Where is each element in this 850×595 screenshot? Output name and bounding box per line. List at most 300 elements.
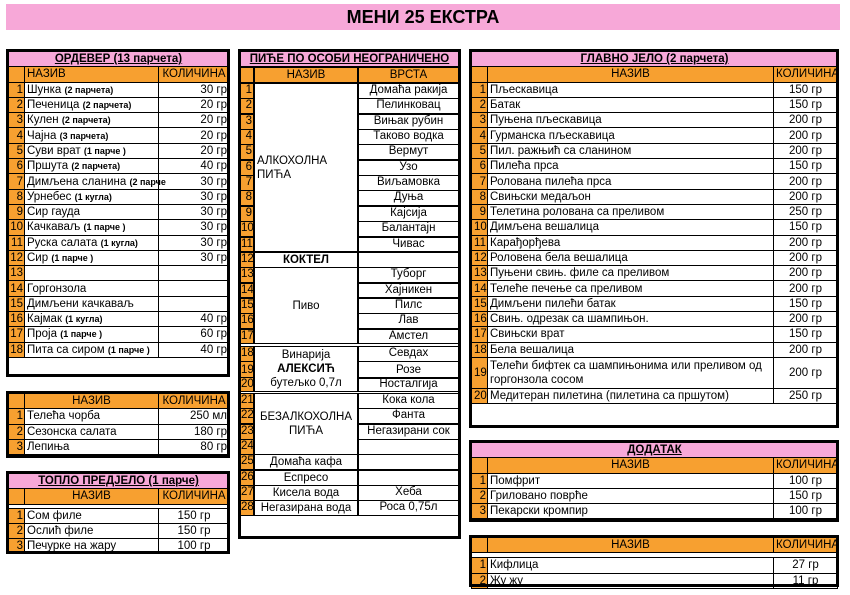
row-number: 1	[240, 83, 254, 99]
row-number: 8	[472, 189, 488, 204]
row-number: 3	[472, 113, 488, 128]
item-qty: 20 гр	[159, 113, 230, 128]
item-name: Пуњени свињ. филе са преливом	[488, 266, 774, 281]
table-row	[8, 204, 230, 219]
col-type: ВРСТА	[358, 67, 459, 83]
cocktail-label: КОКТЕЛ	[254, 252, 358, 268]
item-name: Свињ. одрезак са шампињон.	[488, 312, 774, 327]
col-qty: КОЛИЧИНА	[159, 394, 230, 409]
row-number: 3	[8, 539, 25, 554]
item-label: Качкаваљ	[27, 221, 81, 234]
row-number: 10	[240, 221, 254, 237]
item-qty	[159, 281, 230, 296]
winery-label-line: бутељко 0,7л	[270, 377, 342, 390]
row-number: 13	[240, 267, 254, 283]
item-qty: 200 гр	[774, 312, 838, 327]
item-qty: 150 гр	[774, 327, 838, 342]
item-qty: 150 гр	[159, 523, 230, 538]
row-number: 1	[472, 473, 488, 488]
drink-type: Туборг	[358, 267, 459, 283]
still-label: Негазирана вода	[254, 500, 358, 516]
drink-type: Пилс	[358, 298, 459, 314]
item-note: (1 парче )	[107, 344, 150, 355]
item-qty: 20 гр	[159, 128, 230, 143]
item-note: (1 кугла)	[65, 314, 103, 325]
row-number: 2	[8, 523, 25, 538]
row-number: 4	[8, 128, 25, 143]
col-name: НАЗИВ	[488, 458, 774, 473]
row-number: 2	[472, 488, 488, 503]
item-name: Пилећа прса	[488, 159, 774, 174]
col-qty: КОЛИЧИНА	[159, 489, 230, 504]
item-qty: 80 гр	[159, 439, 230, 454]
row-number: 16	[240, 313, 254, 329]
item-name: Помфрит	[488, 473, 774, 488]
item-name: Димљени пилећи батак	[488, 296, 774, 311]
drink-type	[358, 454, 459, 470]
row-number: 6	[8, 159, 25, 174]
item-qty: 60 гр	[159, 327, 230, 342]
item-name	[25, 204, 159, 219]
soup-table	[7, 393, 230, 455]
extras-title: ДОДАТАК	[472, 443, 838, 458]
item-label: Руска салата	[27, 236, 98, 249]
row-number: 14	[472, 281, 488, 296]
item-name	[25, 296, 159, 311]
page-title: МЕНИ 25 ЕКСТРА	[6, 4, 840, 30]
row-number: 11	[472, 235, 488, 250]
row-number: 27	[240, 485, 254, 501]
item-qty: 100 гр	[159, 539, 230, 554]
row-number: 1	[8, 409, 25, 424]
drink-type: Вермут	[358, 144, 459, 160]
row-number: 24	[240, 439, 254, 455]
item-name: Жу жу	[488, 573, 774, 588]
row-number: 12	[240, 252, 254, 268]
drink-type: Амстел	[358, 329, 459, 345]
item-qty: 30 гр	[159, 235, 230, 250]
table-row	[472, 235, 838, 250]
row-number: 21	[240, 393, 254, 409]
row-number: 7	[8, 174, 25, 189]
item-qty: 200 гр	[774, 143, 838, 158]
main-title: ГЛАВНО ЈЕЛО (2 парчета)	[472, 52, 838, 67]
item-label: Пршута	[27, 160, 69, 173]
row-number: 4	[472, 128, 488, 143]
table-row	[8, 312, 230, 327]
item-note: (1 кугла)	[100, 237, 138, 248]
drink-type: Виљамовка	[358, 175, 459, 191]
row19-line2: горгонзола сосом	[490, 373, 584, 386]
beer-label-line: Пиво	[292, 299, 320, 312]
table-row	[472, 281, 838, 296]
item-name: Ослић филе	[25, 523, 159, 538]
table-row	[8, 296, 230, 311]
item-qty: 40 гр	[159, 312, 230, 327]
drink-type: Фанта	[358, 408, 459, 424]
item-qty: 30 гр	[159, 174, 230, 189]
drinks-title: ПИЋЕ ПО ОСОБИ НЕОГРАНИЧЕНО	[240, 51, 459, 67]
row-number: 10	[8, 220, 25, 235]
item-note: (1 кугла)	[74, 191, 112, 202]
winery-label-line: Винарија	[281, 349, 331, 362]
drinks-table	[240, 51, 459, 538]
item-qty: 30 гр	[159, 220, 230, 235]
table-row	[8, 327, 230, 342]
table-row	[8, 342, 230, 357]
row-number: 11	[240, 237, 254, 253]
item-note: (1 парче )	[60, 329, 103, 340]
table-row	[472, 296, 838, 311]
col-qty: КОЛИЧИНА	[774, 538, 838, 553]
row-number: 12	[472, 250, 488, 265]
table-row	[472, 504, 838, 519]
drink-type: Чивас	[358, 237, 459, 253]
col-qty: КОЛИЧИНА	[774, 458, 838, 473]
table-row	[8, 439, 230, 454]
item-name: Пљескавица	[488, 82, 774, 97]
item-qty: 40 гр	[159, 342, 230, 357]
row-number: 5	[240, 144, 254, 160]
row-number: 2	[240, 98, 254, 114]
drink-type: Кока кола	[358, 393, 459, 409]
item-name	[25, 143, 159, 158]
row-number: 8	[8, 189, 25, 204]
drink-type: Балантајн	[358, 221, 459, 237]
table-row	[8, 266, 230, 281]
table-row	[472, 266, 838, 281]
item-qty: 30 гр	[159, 250, 230, 265]
item-note: (2 парчета)	[61, 115, 111, 126]
table-row	[472, 128, 838, 143]
item-name: Сезонска салата	[25, 424, 159, 439]
item-name	[25, 312, 159, 327]
item-note: (3 парчета)	[59, 130, 109, 141]
item-label: Кајмак	[27, 313, 62, 326]
coffee-label: Домаћа кафа	[254, 454, 358, 470]
item-label: Сир	[27, 252, 49, 264]
row-number: 1	[472, 82, 488, 97]
row-number: 1	[8, 508, 25, 523]
table-row	[8, 539, 230, 554]
item-label: Урнебес	[27, 190, 72, 203]
row-number: 5	[8, 143, 25, 158]
item-label: Шунка	[27, 83, 62, 96]
row-number: 13	[472, 266, 488, 281]
table-row	[472, 97, 838, 112]
row-number: 17	[8, 327, 25, 342]
item-name: Кифлица	[488, 558, 774, 573]
row-number: 2	[8, 97, 25, 112]
row-number: 9	[8, 204, 25, 219]
item-qty: 200 гр	[774, 266, 838, 281]
soft-label	[254, 393, 358, 455]
item-name: Пил. ражњић са сланином	[488, 143, 774, 158]
item-qty: 100 гр	[774, 473, 838, 488]
table-row	[472, 558, 838, 573]
table-row	[8, 250, 230, 265]
item-label: Горгонзола	[27, 282, 87, 295]
item-label: Печеница	[27, 99, 80, 112]
item-qty: 200 гр	[774, 174, 838, 189]
row-number: 16	[8, 312, 25, 327]
item-name	[25, 82, 159, 97]
item-name	[25, 174, 166, 189]
soft-label-line: ПИЋА	[288, 424, 324, 437]
drink-type	[358, 439, 459, 455]
item-note: (2 парче	[129, 176, 166, 187]
table-row	[8, 220, 230, 235]
item-qty: 150 гр	[159, 508, 230, 523]
row-number: 18	[240, 346, 254, 362]
row-number: 9	[472, 204, 488, 219]
item-note: (1 парче )	[83, 222, 126, 233]
item-name: Телећа чорба	[25, 409, 159, 424]
row-number: 10	[472, 220, 488, 235]
drink-type: Роса 0,75л	[358, 500, 459, 516]
row-number: 7	[240, 175, 254, 191]
row-number: 15	[240, 298, 254, 314]
item-name	[25, 327, 159, 342]
item-name: Роловена бела вешалица	[488, 250, 774, 265]
item-note: (2 парчета)	[82, 100, 132, 111]
item-name: Свињски врат	[488, 327, 774, 342]
item-name	[25, 342, 159, 357]
item-name	[25, 189, 159, 204]
item-name: Димљена вешалица	[488, 220, 774, 235]
item-qty: 30 гр	[159, 204, 230, 219]
item-qty: 40 гр	[159, 159, 230, 174]
item-qty: 30 гр	[159, 189, 230, 204]
row-number: 3	[8, 439, 25, 454]
drink-type: Хеба	[358, 485, 459, 501]
appetizer-table	[7, 51, 230, 358]
item-qty: 150 гр	[774, 159, 838, 174]
drink-type: Домаћа ракија	[358, 83, 459, 99]
item-name: Телетина ролована са преливом	[488, 204, 774, 219]
item-qty: 150 гр	[774, 220, 838, 235]
drink-type: Негазирани сок	[358, 424, 459, 440]
table-row	[472, 113, 838, 128]
item-qty: 200 гр	[774, 281, 838, 296]
drink-type: Пелинковац	[358, 98, 459, 114]
item-note: (2 парчета)	[71, 161, 121, 172]
item-qty: 200 гр	[774, 128, 838, 143]
row-number: 15	[472, 296, 488, 311]
table-row	[8, 523, 230, 538]
row-number: 2	[8, 424, 25, 439]
item-name	[25, 235, 159, 250]
item-name	[25, 113, 159, 128]
item-name: Свињски медаљон	[488, 189, 774, 204]
item-name: Карађорђева	[488, 235, 774, 250]
table-row	[472, 220, 838, 235]
item-qty: 200 гр	[774, 189, 838, 204]
item-name	[25, 250, 159, 265]
row-number: 19	[240, 361, 254, 379]
item-qty	[159, 266, 230, 281]
table-row	[8, 189, 230, 204]
col-name: НАЗИВ	[25, 67, 159, 82]
item-name: Бела вешалица	[488, 342, 774, 357]
row-number: 13	[8, 266, 25, 281]
row-number: 9	[240, 206, 254, 222]
row-number: 8	[240, 190, 254, 206]
item-note: (1 парче )	[51, 253, 94, 263]
table-row	[472, 250, 838, 265]
item-name	[25, 159, 159, 174]
row-number: 1	[472, 558, 488, 573]
item-label: Димљени качкаваљ	[27, 297, 134, 310]
item-name: Ролована пилећа прса	[488, 174, 774, 189]
item-qty: 27 гр	[774, 558, 838, 573]
item-qty: 150 гр	[774, 296, 838, 311]
warm-table	[7, 473, 230, 554]
drink-type: Дуња	[358, 190, 459, 206]
item-name: Сом филе	[25, 508, 159, 523]
row-number: 5	[472, 143, 488, 158]
table-row	[472, 143, 838, 158]
row-number: 2	[472, 97, 488, 112]
row-number: 23	[240, 424, 254, 440]
table-row	[8, 508, 230, 523]
item-name: Пекарски кромпир	[488, 504, 774, 519]
drink-type: Носталгија	[358, 377, 459, 393]
table-row	[8, 128, 230, 143]
drink-type	[358, 252, 459, 268]
row-number: 6	[240, 160, 254, 176]
table-row	[472, 573, 838, 588]
item-name: Телеће печење са преливом	[488, 281, 774, 296]
item-qty: 30 гр	[159, 82, 230, 97]
row-number: 22	[240, 408, 254, 424]
row-number: 28	[240, 500, 254, 516]
row-number: 12	[8, 250, 25, 265]
item-name: Батак	[488, 97, 774, 112]
col-blank	[240, 67, 254, 83]
alcohol-label-line: АЛКОХОЛНА	[257, 154, 328, 167]
item-qty: 180 гр	[159, 424, 230, 439]
item-name: Лепиња	[25, 439, 159, 454]
item-note: (2 парчета)	[64, 84, 114, 95]
drink-type	[358, 470, 459, 486]
row-number: 14	[8, 281, 25, 296]
table-row	[472, 342, 838, 357]
item-label: Суви врат	[27, 144, 81, 157]
main-table	[471, 51, 838, 404]
table-row	[472, 189, 838, 204]
row-number: 3	[472, 504, 488, 519]
row-number: 6	[472, 159, 488, 174]
row-number: 2	[472, 573, 488, 588]
table-row: 19 Телећи бифтек са шампињонима или преливом од горгонзола сосом 200 гр	[472, 357, 838, 388]
table-row	[472, 327, 838, 342]
item-qty: 20 гр	[159, 97, 230, 112]
table-row	[8, 97, 230, 112]
warm-title: ТОПЛО ПРЕДЈЕЛО (1 парче)	[8, 474, 230, 489]
dessert-table	[471, 537, 838, 589]
item-qty	[159, 296, 230, 311]
col-name: НАЗИВ	[25, 489, 159, 504]
item-qty: 200 гр	[774, 342, 838, 357]
item-name: Печурке на жару	[25, 539, 159, 554]
winery-label-line: АЛЕКСИЋ	[277, 363, 335, 376]
alcohol-label-line: ПИЋА	[257, 168, 292, 181]
col-name: НАЗИВ	[254, 67, 358, 83]
table-row	[8, 159, 230, 174]
item-qty: 11 гр	[774, 573, 838, 588]
alcohol-label	[254, 83, 358, 252]
sparkling-label: Кисела вода	[254, 485, 358, 501]
row-number: 18	[8, 342, 25, 357]
item-qty: 200 гр	[774, 113, 838, 128]
col-qty: КОЛИЧИНА	[159, 67, 230, 82]
item-qty: 20 гр	[159, 143, 230, 158]
item-name: Пуњена пљескавица	[488, 113, 774, 128]
item-name	[25, 281, 159, 296]
espresso-label: Еспресо	[254, 470, 358, 486]
drink-type: Хајникен	[358, 283, 459, 299]
item-label: Сир гауда	[27, 206, 81, 219]
table-row	[472, 82, 838, 97]
drink-type: Узо	[358, 160, 459, 176]
table-row	[8, 174, 230, 189]
table-row	[8, 281, 230, 296]
appetizer-title: ОРДЕВЕР (13 парчета)	[8, 52, 230, 67]
drink-type: Вињак рубин	[358, 114, 459, 130]
drink-type: Севдах	[358, 346, 459, 362]
table-row	[472, 159, 838, 174]
item-qty: 100 гр	[774, 504, 838, 519]
drink-type: Кајсија	[358, 206, 459, 222]
row-number: 17	[472, 327, 488, 342]
row-number: 4	[240, 129, 254, 145]
item-label: Димљена сланина	[27, 175, 127, 188]
col-name: НАЗИВ	[25, 394, 159, 409]
item-name: Гриловано поврће	[488, 488, 774, 503]
winery-label	[254, 346, 358, 393]
row-number: 20	[240, 377, 254, 393]
item-label: Чајна	[27, 129, 57, 142]
row-number: 18	[472, 342, 488, 357]
drink-type: Лав	[358, 313, 459, 329]
row-number: 7	[472, 174, 488, 189]
table-row	[472, 473, 838, 488]
row-number: 14	[240, 283, 254, 299]
item-name	[25, 97, 159, 112]
soft-label-line: БЕЗАЛКОХОЛНА	[259, 410, 352, 423]
drink-type: Розе	[358, 361, 459, 379]
row-number: 16	[472, 312, 488, 327]
item-name	[25, 220, 159, 235]
item-qty: 250 гр	[774, 204, 838, 219]
row-number: 25	[240, 454, 254, 470]
table-row	[8, 235, 230, 250]
item-label: Кулен	[27, 114, 59, 127]
table-row	[472, 204, 838, 219]
item-note: (1 парче )	[83, 145, 126, 156]
item-qty: 150 гр	[774, 97, 838, 112]
table-row	[472, 488, 838, 503]
table-row	[8, 113, 230, 128]
item-label: Пита са сиром	[27, 343, 105, 356]
row19-line1: Телећи бифтек са шампињонима или преливом од	[490, 359, 762, 372]
item-name: Гурманска пљескавица	[488, 128, 774, 143]
item-qty: 150 гр	[774, 488, 838, 503]
drink-type: Таково водка	[358, 129, 459, 145]
item-qty: 200 гр	[774, 250, 838, 265]
row-number: 1	[8, 82, 25, 97]
